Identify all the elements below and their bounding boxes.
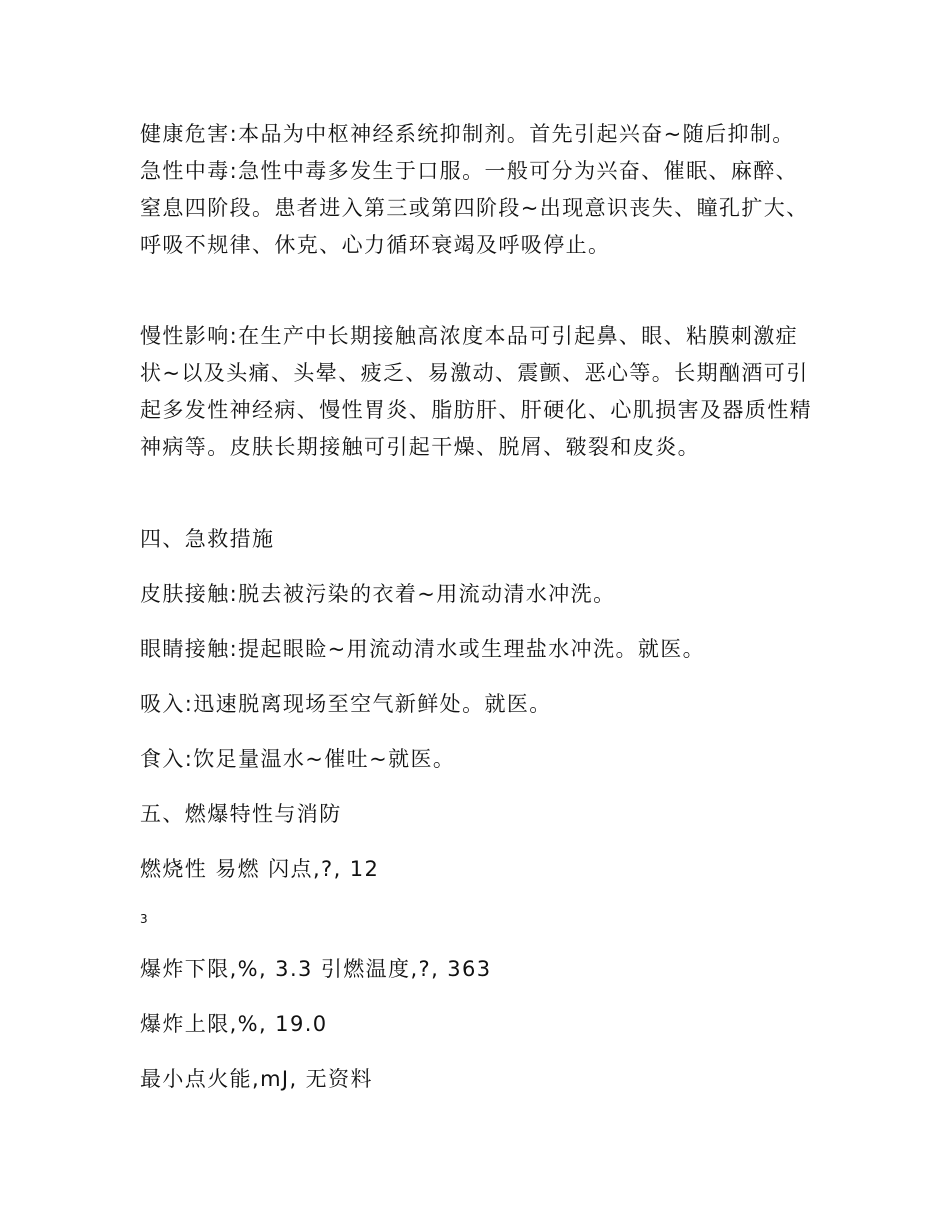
- health-hazard-paragraph: 健康危害:本品为中枢神经系统抑制剂。首先引起兴奋~随后抑制。 急性中毒:急性中毒多发生于口服。一般可分为兴奋、催眠、麻醉、窒息四阶段。患者进入第三或第四阶段~出现意识丧失、瞳孔扩大、呼吸不规律、休克、心力循环衰竭及呼吸停止。: [140, 122, 809, 257]
- superscript-3: 3: [140, 912, 148, 926]
- chronic-effects-paragraph: 慢性影响:在生产中长期接触高浓度本品可引起鼻、眼、粘膜刺激症状~以及头痛、头晕、疲乏、易激动、震颤、恶心等。长期酗酒可引起多发性神经病、慢性胃炎、脂肪肝、肝硬化、心肌损害及器质性精神病等。皮肤长期接触可引起干燥、脱屑、皲裂和皮炎。: [140, 324, 812, 459]
- section-4-heading: 四、急救措施: [140, 527, 275, 551]
- min-ignition-energy-line: 最小点火能,mJ, 无资料: [140, 1067, 373, 1091]
- first-aid-ingestion: 食入:饮足量温水~催吐~就医。: [140, 747, 456, 771]
- section-5-heading: 五、燃爆特性与消防: [140, 802, 342, 826]
- first-aid-eyes: 眼睛接触:提起眼睑~用流动清水或生理盐水冲洗。就医。: [140, 637, 706, 661]
- upper-explosion-limit-line: 爆炸上限,%, 19.0: [140, 1012, 328, 1036]
- flammability-line: 燃烧性 易燃 闪点,?, 12: [140, 857, 380, 881]
- first-aid-inhalation: 吸入:迅速脱离现场至空气新鲜处。就医。: [140, 692, 552, 716]
- first-aid-skin: 皮肤接触:脱去被污染的衣着~用流动清水冲洗。: [140, 582, 616, 606]
- lower-explosion-limit-line: 爆炸下限,%, 3.3 引燃温度,?, 363: [140, 957, 492, 981]
